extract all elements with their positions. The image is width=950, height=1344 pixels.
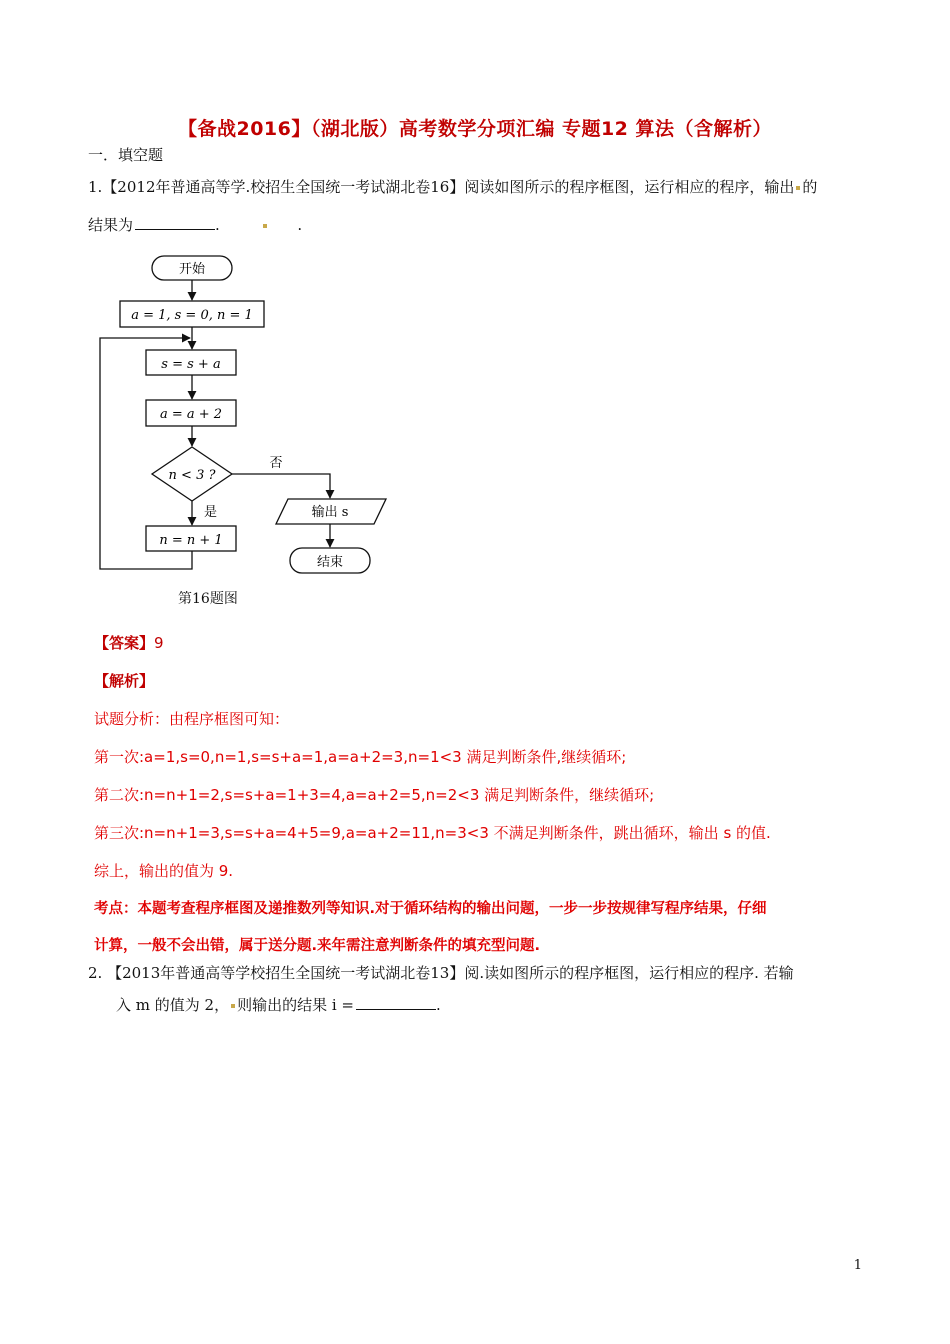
analysis-line: 综上，输出的值为 9.	[94, 862, 234, 880]
answer-row	[94, 632, 164, 653]
flow-end-label: 结束	[316, 555, 344, 570]
marker-dot	[231, 1004, 235, 1008]
page-title: 【备战2016】（湖北版）高考数学分项汇编 专题12 算法（含解析）	[177, 118, 773, 140]
punctuation: .	[435, 996, 441, 1014]
flow-step-counter-label: n = n + 1	[159, 533, 223, 548]
section-heading: 一．填空题	[88, 146, 164, 164]
flow-decision-label: n < 3 ?	[168, 468, 216, 483]
answer-blank[interactable]	[135, 213, 215, 230]
analysis-line: 试题分析：由程序框图可知：	[94, 710, 290, 728]
question-2-line-2	[116, 990, 441, 1020]
answer-value: 9	[154, 634, 164, 652]
answer-label: 【答案】	[94, 634, 155, 652]
question-1-text: 1.【2012年普通高等学.校招生全国统一考试湖北卷16】阅读如图所示的程序框图，运行相应的程序，输出	[88, 178, 795, 196]
question-2-text-a: 入 m 的值为 2，	[116, 996, 230, 1014]
question-1-line-2	[88, 210, 302, 240]
marker-dot	[796, 186, 800, 190]
analysis-line: 第三次:n=n+1=3,s=s+a=4+5=9,a=a+2=11,n=3<3 不满足判断条件，跳出循环，输出 s 的值.	[94, 824, 771, 842]
marker-dot	[263, 224, 267, 228]
flowchart	[90, 248, 400, 583]
flow-step-increment-label: a = a + 2	[159, 407, 223, 422]
flow-step-sum-label: s = s + a	[161, 357, 221, 372]
punctuation: .	[215, 216, 220, 234]
flow-no-label: 否	[269, 456, 283, 471]
flow-init-label: a = 1, s = 0, n = 1	[131, 308, 253, 323]
analysis-line: 第二次:n=n+1=2,s=s+a=1+3=4,a=a+2=5,n=2<3 满足判断条件，继续循环;	[94, 786, 655, 804]
flow-output-label: 输出 s	[311, 505, 349, 520]
punctuation: .	[297, 216, 303, 234]
kaodian-line-1: 考点：本题考查程序框图及递推数列等知识.对于循环结构的输出问题，一步一步按规律写程序结果，仔细	[94, 901, 767, 917]
kaodian-line-2: 计算，一般不会出错，属于送分题.来年需注意判断条件的填充型问题.	[94, 938, 541, 954]
question-1-line-1	[88, 172, 817, 202]
question-2-text-b: 则输出的结果 i =	[237, 996, 354, 1014]
analysis-line: 第一次:a=1,s=0,n=1,s=s+a=1,a=a+2=3,n=1<3 满足判断条件,继续循环;	[94, 748, 627, 766]
figure-caption: 第16题图	[178, 591, 238, 607]
question-1-text-end: 的	[802, 178, 818, 196]
page-number: 1	[853, 1258, 862, 1273]
flow-start-label: 开始	[178, 262, 206, 277]
flow-yes-label: 是	[204, 505, 218, 520]
question-2-line-1: 2. 【2013年普通高等学校招生全国统一考试湖北卷13】阅.读如图所示的程序框图，运行相应的程序. 若输	[88, 964, 794, 982]
analysis-label: 【解析】	[94, 672, 155, 690]
answer-blank[interactable]	[356, 993, 436, 1010]
question-1-result-label: 结果为	[88, 216, 134, 234]
